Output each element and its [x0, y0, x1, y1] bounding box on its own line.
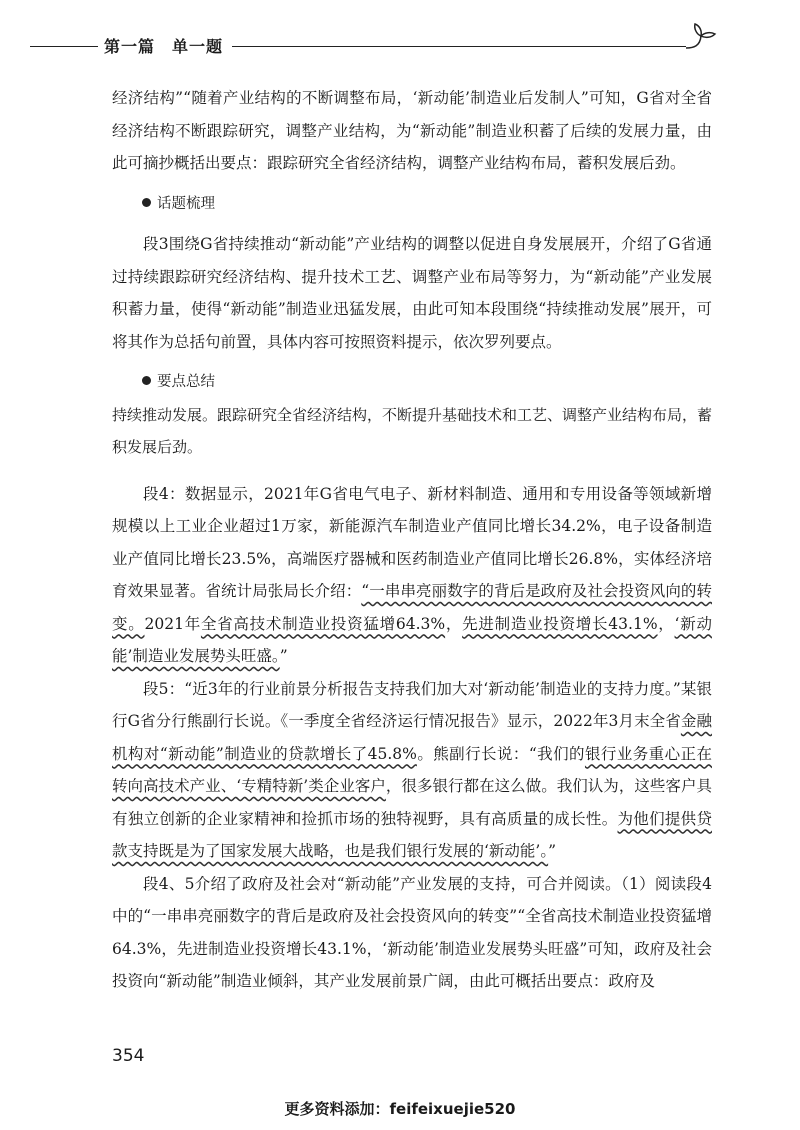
section-title: 第一篇 单一题 [104, 37, 224, 56]
text-run: ， [657, 614, 675, 633]
running-header [0, 30, 800, 60]
text-run: ” [279, 647, 288, 665]
bullet-dot-icon [142, 376, 151, 385]
text-run: ，很多银行都在这么做。我们认为，这些客户具有独立创新的企业家精神和捡抓市场的独特视野，具有高质量的成长性。 [112, 777, 712, 828]
text-run: 。熊副行长说：“我们的 [416, 744, 585, 763]
underlined-quote: 为他们提供贷款支持既是为了国家发展大战略，也是我们银行发展的‘新动能’。 [112, 809, 712, 860]
underlined-quote: “一串串亮丽数字的背后是政府及社会投资风向的转变。 [112, 582, 712, 633]
underlined-quote: 全省高技术制造业投资猛增64.3% [200, 614, 446, 633]
paragraph [112, 673, 712, 868]
paragraph: 经济结构”“随着产业结构的不断调整布局，‘新动能’制造业后发制人”可知，G省对全省经济结构不断跟踪研究，调整产业结构，为“新动能”制造业积蓄了后续的发展力量，由此可摘抄概括出要点：跟踪研究全省经济结构，调整产业结构布局，蓄积发展后劲。 [112, 89, 712, 172]
underlined-quote: 先进制造业投资增长43.1% [462, 614, 658, 633]
paragraph [112, 478, 712, 673]
bullet-heading [112, 366, 712, 399]
bullet-label: 话题梳理 [157, 195, 215, 212]
header-rule-left [30, 46, 98, 47]
underlined-quote: ‘新动能’制造业发展势头旺盛。 [112, 614, 712, 665]
footer-note: 更多资料添加：feifeixuejie520 [284, 1100, 516, 1118]
page-number: 354 [112, 1046, 145, 1066]
underlined-quote: 金融机构对“新动能”制造业的贷款增长了45.8% [112, 712, 712, 763]
bullet-heading [112, 188, 712, 221]
bullet-dot-icon [142, 198, 151, 207]
text-run: ” [548, 842, 557, 860]
sprout-icon [684, 22, 718, 54]
bullet-label: 要点总结 [157, 374, 215, 390]
text-run: 段4：数据显示，2021年G省电气电子、新材料制造、通用和专用设备等领域新增规模以上工业企业超过1万家，新能源汽车制造业产值同比增长34.2%，电子设备制造业产值同比增长23.5%，高端医疗器械和医药制造业产值同比增长26.8%，实体经济培育效果显著。省统计局张局长介绍： [112, 484, 712, 600]
underlined-quote: 银行业务重心正在转向高技术产业、‘专精特新’类企业客户 [112, 744, 712, 795]
text-run: ， [445, 614, 463, 633]
text-run: 2021年 [144, 614, 201, 633]
page-body [112, 82, 712, 998]
text-run: 段5：“近3年的行业前景分析报告支持我们加大对‘新动能’制造业的支持力度。”某银行G省分行熊副行长说。《一季度全省经济运行情况报告》显示，2022年3月末全省 [112, 679, 712, 730]
summary-paragraph: 持续推动发展。跟踪研究全省经济结构，不断提升基础技术和工艺、调整产业结构布局，蓄积发展后劲。 [112, 405, 713, 456]
paragraph: 段3围绕G省持续推动“新动能”产业结构的调整以促进自身发展展开，介绍了G省通过持续跟踪研究经济结构、提升技术工艺、调整产业布局等努力，为“新动能”产业发展积蓄力量，使得“新动能”制造业迅猛发展，由此可知本段围绕“持续推动发展”展开，可将其作为总括句前置，具体内容可按照资料提示，依次罗列要点。 [112, 235, 712, 351]
header-rule-right [232, 46, 686, 47]
paragraph: 段4、5介绍了政府及社会对“新动能”产业发展的支持，可合并阅读。（1）阅读段4中的“一串串亮丽数字的背后是政府及社会投资风向的转变”“全省高技术制造业投资猛增64.3%，先进制造业投资增长43.1%，‘新动能’制造业发展势头旺盛”可知，政府及社会投资向“新动能”制造业倾斜，其产业发展前景广阔，由此可概括出要点：政府及 [112, 874, 712, 990]
